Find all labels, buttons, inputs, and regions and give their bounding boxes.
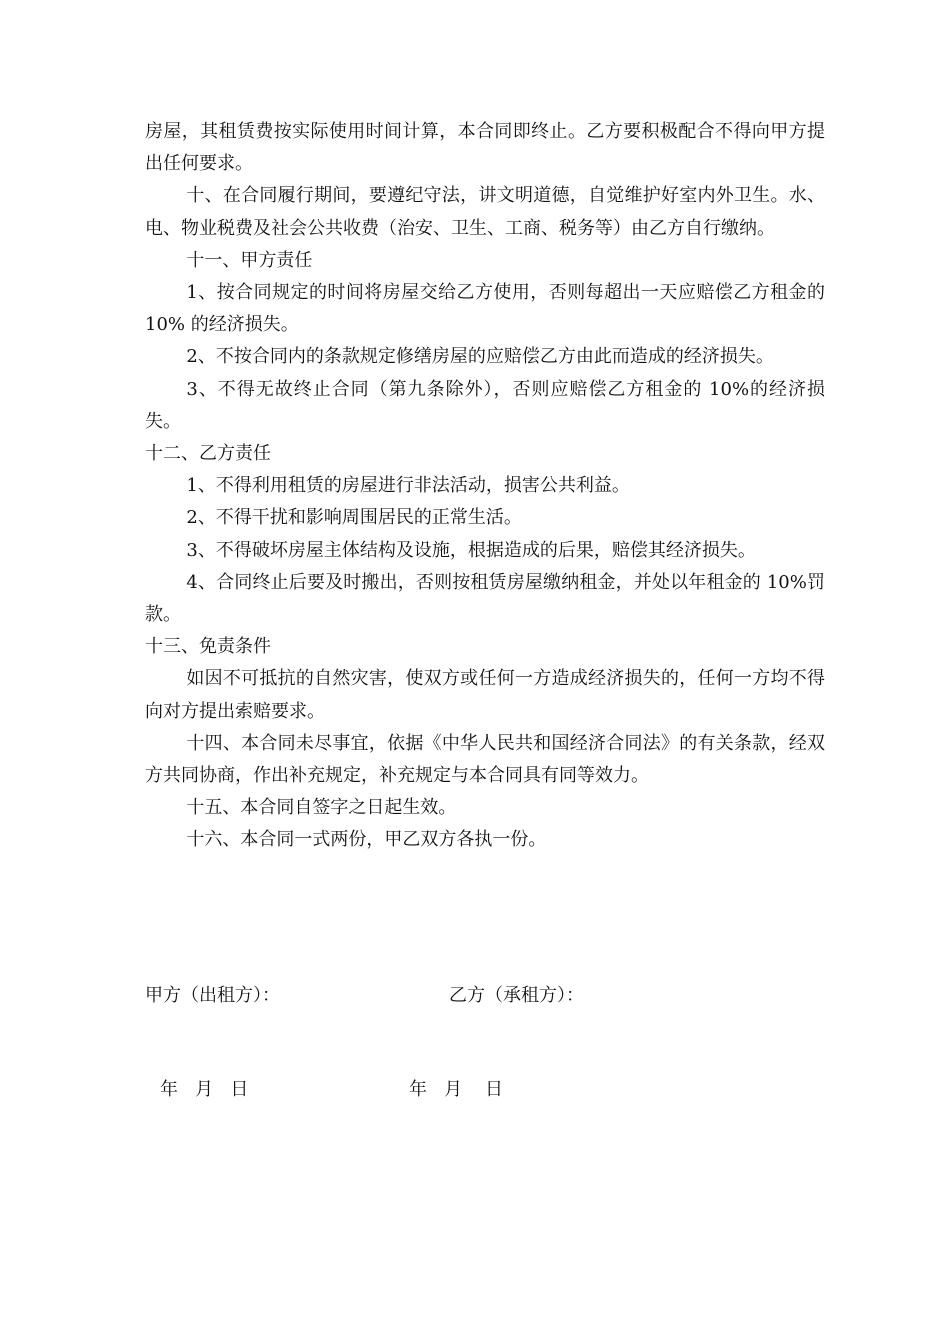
party-b-item-4: 4、合同终止后要及时搬出，否则按租赁房屋缴纳租金，并处以年租金的 10%罚款。 <box>145 571 825 626</box>
heading-exemption: 十三、免责条件 <box>145 636 271 658</box>
party-a-date: 年 月 日 <box>160 1079 249 1100</box>
paragraph-clause-16: 十六、本合同一式两份，甲乙双方各执一份。 <box>186 829 547 851</box>
party-b-signature-label: 乙方（承租方）： <box>449 985 584 1006</box>
paragraph-clause-15: 十五、本合同自签字之日起生效。 <box>186 797 457 819</box>
party-a-item-2: 2、不按合同内的条款规定修缮房屋的应赔偿乙方由此而造成的经济损失。 <box>186 346 774 368</box>
exemption-text: 如因不可抵抗的自然灾害，使双方或任何一方造成经济损失的，任何一方均不得向对方提出索赔要求。 <box>145 668 825 722</box>
party-b-item-3: 3、不得破坏房屋主体结构及设施，根据造成的后果，赔偿其经济损失。 <box>186 539 756 561</box>
contract-body <box>145 116 825 857</box>
paragraph-rent-termination: 房屋，其租赁费按实际使用时间计算，本合同即终止。乙方要积极配合不得向甲方提出任何要求。 <box>145 121 825 175</box>
heading-party-b-responsibility: 十二、乙方责任 <box>145 443 271 465</box>
party-a-signature-label: 甲方（出租方）： <box>145 985 280 1006</box>
heading-party-a-responsibility: 十一、甲方责任 <box>186 249 313 271</box>
paragraph-clause-10: 十、在合同履行期间，要遵纪守法，讲文明道德，自觉维护好室内外卫生。水、电、物业税费及社会公共收费（治安、卫生、工商、税务等）由乙方自行缴纳。 <box>145 185 825 239</box>
party-b-item-1: 1、不得利用租赁的房屋进行非法活动，损害公共利益。 <box>186 475 630 497</box>
party-b-date: 年 月 日 <box>409 1079 504 1100</box>
party-a-item-1: 1、按合同规定的时间将房屋交给乙方使用，否则每超出一天应赔偿乙方租金的 10% 的经济损失。 <box>145 282 825 336</box>
party-b-item-2: 2、不得干扰和影响周围居民的正常生活。 <box>186 507 522 529</box>
party-a-item-3: 3、不得无故终止合同（第九条除外），否则应赔偿乙方租金的 10%的经济损失。 <box>145 378 825 432</box>
paragraph-clause-14: 十四、本合同未尽事宜，依据《中华人民共和国经济合同法》的有关条款，经双方共同协商，作出补充规定，补充规定与本合同具有同等效力。 <box>145 732 825 787</box>
